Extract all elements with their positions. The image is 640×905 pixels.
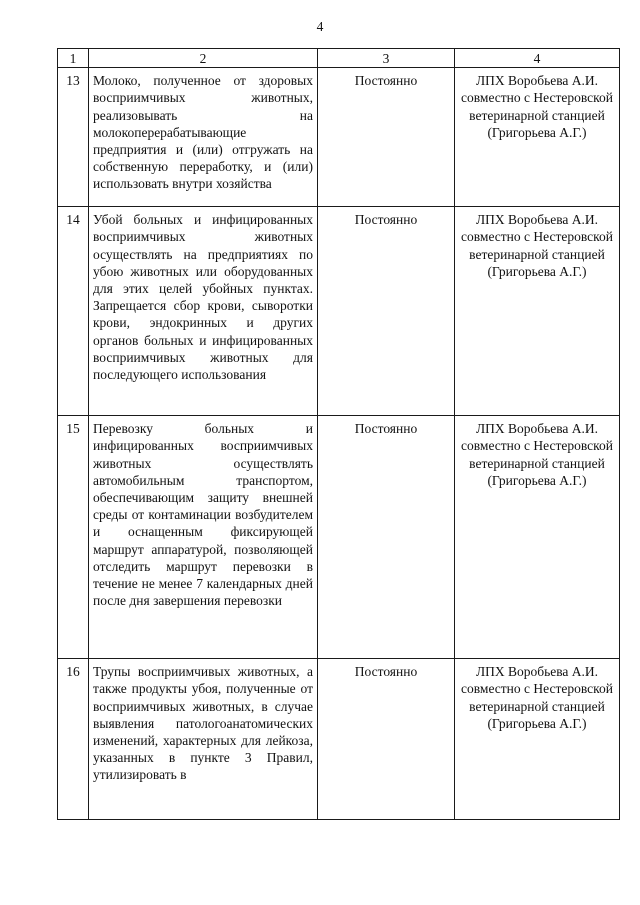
- column-number-2: 2: [89, 49, 318, 68]
- measure-responsible: ЛПХ Воробьева А.И. совместно с Нестеровской ветеринарной станцией (Григорьева А.Г.): [455, 416, 620, 659]
- measure-description: Убой больных и инфицированных восприимчивых животных осуществлять на предприятиях по убою животных или оборудованных для этих целей убойных пунктах. Запрещается сбор крови, сыворотки крови, эндокринных и других органов больных и инфицированных восприимчивых животных для последующего использования: [89, 207, 318, 416]
- page-number: 4: [316, 19, 324, 34]
- measure-responsible: ЛПХ Воробьева А.И. совместно с Нестеровской ветеринарной станцией (Григорьева А.Г.): [455, 659, 620, 820]
- column-number-4: 4: [455, 49, 620, 68]
- column-number-1: 1: [58, 49, 89, 68]
- row-number: 14: [58, 207, 89, 416]
- table-row: [58, 207, 620, 416]
- row-number: 13: [58, 68, 89, 207]
- row-number: 15: [58, 416, 89, 659]
- table-row: [58, 659, 620, 820]
- row-number: 16: [58, 659, 89, 820]
- measure-description: Трупы восприимчивых животных, а также продукты убоя, полученные от восприимчивых животных, в случае выявления патологоанатомических изменений, характерных для лейкоза, указанных в пункте 3 Правил, утилизировать в: [89, 659, 318, 820]
- measure-term: Постоянно: [318, 68, 455, 207]
- header-row: [58, 49, 620, 68]
- measure-responsible: ЛПХ Воробьева А.И. совместно с Нестеровской ветеринарной станцией (Григорьева А.Г.): [455, 68, 620, 207]
- measure-description: Молоко, полученное от здоровых восприимчивых животных, реализовывать на молокоперерабатывающие предприятия и (или) отгружать на собственную переработку, и (или) использовать внутри хозяйства: [89, 68, 318, 207]
- measure-description: Перевозку больных и инфицированных восприимчивых животных осуществлять автомобильным транспортом, обеспечивающим защиту внешней среды от контаминации возбудителем и оснащенным фиксирующей маршрут аппаратурой, позволяющей отследить маршрут перевозки в течение не менее 7 календарных дней после дня завершения перевозки: [89, 416, 318, 659]
- column-number-3: 3: [318, 49, 455, 68]
- measure-term: Постоянно: [318, 416, 455, 659]
- measures-table: [57, 48, 620, 820]
- table-row: [58, 68, 620, 207]
- measure-responsible: ЛПХ Воробьева А.И. совместно с Нестеровской ветеринарной станцией (Григорьева А.Г.): [455, 207, 620, 416]
- measure-term: Постоянно: [318, 659, 455, 820]
- table-row: [58, 416, 620, 659]
- measure-term: Постоянно: [318, 207, 455, 416]
